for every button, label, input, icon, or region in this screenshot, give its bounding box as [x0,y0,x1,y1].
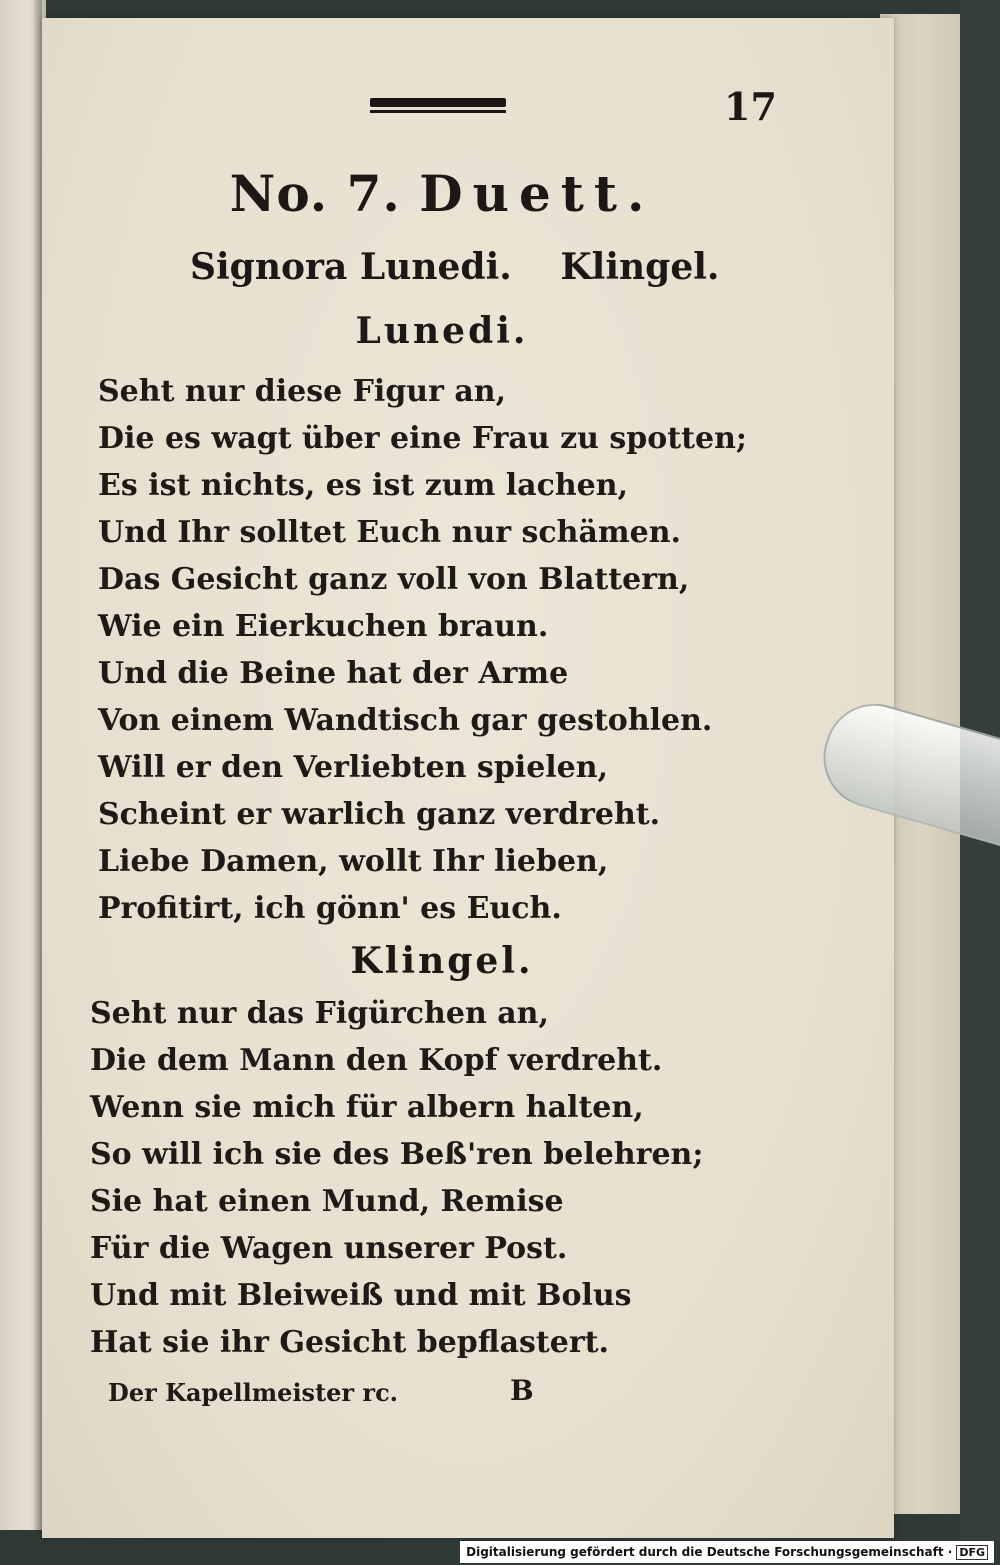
verse-line: Seht nur das Figürchen an, [90,996,549,1031]
header-rule-thin [370,110,506,113]
digitization-credit [460,1541,994,1563]
verse-line: Sie hat einen Mund, Remise [90,1184,564,1219]
gutter-fold [34,0,42,1530]
facing-page-edge [0,0,46,1530]
verse-line: Für die Wagen unserer Post. [90,1231,568,1266]
page-title [42,164,842,223]
verse-line: Von einem Wandtisch gar gestohlen. [98,703,713,738]
verse-line: Und die Beine hat der Arme [98,656,569,691]
verse-line: Die es wagt über eine Frau zu spotten; [98,421,747,456]
verse-line: Seht nur diese Figur an, [98,374,507,409]
cast-line [190,246,755,288]
verse-line: Scheint er warlich ganz verdreht. [98,797,661,832]
verse-lunedi [98,368,747,932]
verse-line: Will er den Verliebten spielen, [98,750,609,785]
header-rule [370,98,506,114]
credit-text: Digitalisierung gefördert durch die Deutsche Forschungsgemeinschaft · [466,1545,953,1559]
dfg-logo: DFG [956,1545,988,1560]
header-rule-thick [370,98,506,107]
verse-line: Die dem Mann den Kopf verdreht. [90,1043,663,1078]
page-number: 17 [724,84,777,129]
cast-lunedi: Signora Lunedi. [190,246,512,288]
catchword: Der Kapellmeister rc. [108,1378,399,1407]
verse-line: Und Ihr solltet Euch nur schämen. [98,515,681,550]
verse-line: So will ich sie des Beß'ren belehren; [90,1137,704,1172]
title-word: Duett. [419,164,655,223]
title-number: No. 7. [229,164,401,223]
verse-klingel [90,990,703,1366]
verse-line: Es ist nichts, es ist zum lachen, [98,468,629,503]
verse-line: Hat sie ihr Gesicht bepflastert. [90,1325,609,1360]
speaker-heading-klingel: Klingel. [350,940,534,982]
speaker-heading-lunedi: Lunedi. [355,310,529,352]
verse-line: Wenn sie mich für albern halten, [90,1090,644,1125]
verse-line: Und mit Bleiweiß und mit Bolus [90,1278,632,1313]
cast-klingel: Klingel. [560,246,720,288]
signature-mark: B [510,1374,534,1407]
book-page [42,18,894,1538]
verse-line: Wie ein Eierkuchen braun. [98,609,549,644]
verse-line: Das Gesicht ganz voll von Blattern, [98,562,690,597]
verse-line: Profitirt, ich gönn' es Euch. [98,891,562,926]
verse-line: Liebe Damen, wollt Ihr lieben, [98,844,609,879]
